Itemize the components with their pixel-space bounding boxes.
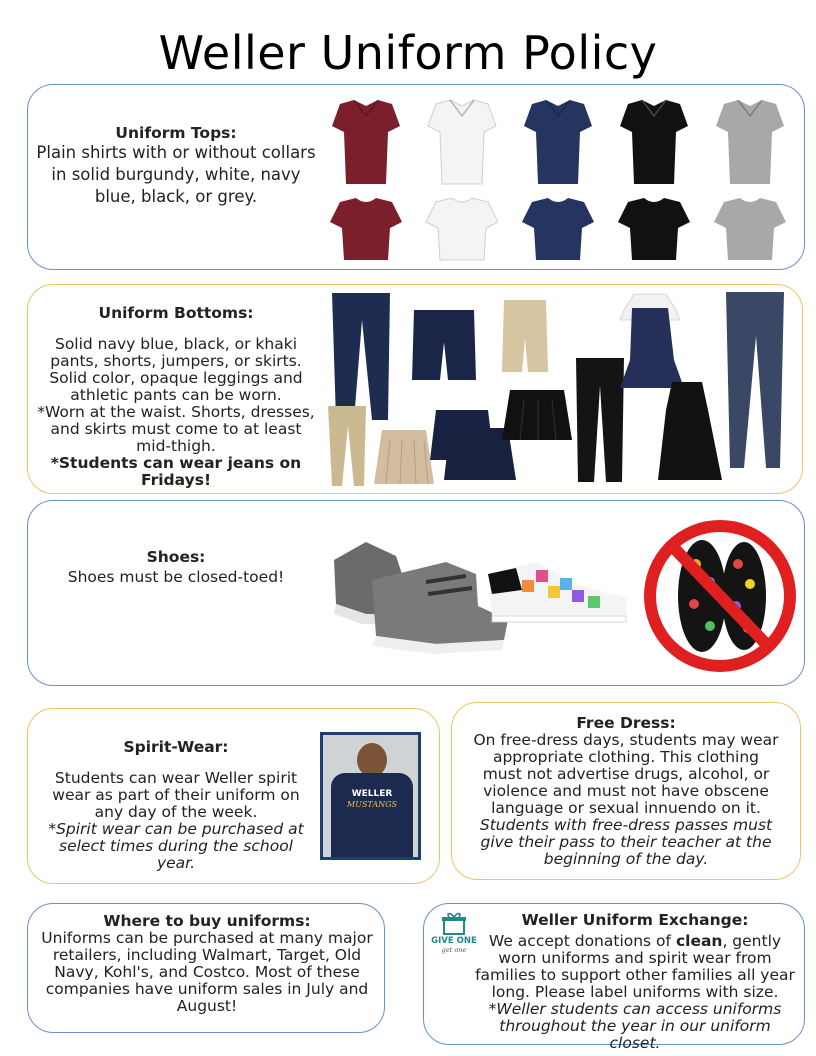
spirit-shirt-line1: WELLER (351, 789, 393, 799)
t-shirt-image (714, 198, 786, 260)
exchange-text (474, 912, 796, 1052)
bottoms-jeans-note: *Students can wear jeans on Fridays! (50, 454, 302, 489)
polo-shirt-image (332, 100, 400, 184)
where-body: Uniforms can be purchased at many major retailers, including Walmart, Target, Old Navy, Kohl's, and Costco. Most of these companies have uniform sales in July and August! (41, 929, 373, 1015)
give-one-logo (429, 912, 479, 962)
spirit-body: Students can wear Weller spirit wear as part of their uniform on any day of the week. (52, 769, 300, 821)
polo-shirt-image (716, 100, 784, 184)
exchange-note: *Weller students can access uniforms throughout the year in our uniform closet. (488, 1000, 782, 1052)
khaki-pants-image (328, 406, 366, 486)
navy-leggings-image (726, 292, 784, 468)
navy-shorts-image (412, 310, 476, 380)
t-shirt-image (426, 198, 498, 260)
polo-shirt-image (428, 100, 496, 184)
grey-sneakers-image (334, 542, 508, 654)
gift-icon (441, 912, 467, 936)
t-shirt-image (522, 198, 594, 260)
black-jumper-image (658, 382, 722, 480)
where-text (40, 913, 374, 1015)
shoes-heading: Shoes: (146, 548, 206, 566)
exchange-heading: Weller Uniform Exchange: (521, 911, 749, 929)
polo-shirt-image (524, 100, 592, 184)
tops-body: Plain shirts with or without collars in solid burgundy, white, navy blue, black, or grey. (36, 143, 316, 206)
free-dress-body: On free-dress days, students may wear appropriate clothing. This clothing must not advertise drugs, alcohol, or violence and must not have obscene language or sexual innuendo on it. (473, 731, 779, 817)
navy-pants-image (332, 293, 390, 420)
khaki-skirt-image (374, 430, 434, 484)
polo-shirt-image (620, 100, 688, 184)
checkered-slip-on-image (488, 562, 626, 622)
bottoms-note: *Worn at the waist. Shorts, dresses, and skirts must come to at least mid-thigh. (37, 403, 315, 455)
spirit-shirt-image (320, 732, 421, 860)
spirit-shirt-line2: MUSTANGS (347, 800, 397, 809)
black-skirt-image (502, 390, 572, 440)
spirit-note: *Spirit wear can be purchased at select times during the school year. (48, 820, 304, 872)
bottoms-images (324, 290, 794, 490)
free-dress-heading: Free Dress: (576, 714, 676, 732)
tops-images (316, 94, 796, 266)
bottoms-body: Solid navy blue, black, or khaki pants, shorts, jumpers, or skirts. Solid color, opaque leggings and athletic pants can be worn. (49, 335, 303, 404)
exchange-body-pre: We accept donations of (488, 932, 676, 950)
black-pants-image (576, 358, 624, 482)
exchange-body-post: , gently worn uniforms and spirit wear from families to support other families all year long. Please label uniforms with size. (475, 932, 795, 1001)
give-one-logo-line1: GIVE ONE (431, 936, 477, 946)
shoes-images (326, 520, 806, 680)
khaki-shorts-image (502, 300, 548, 372)
navy-jumper-image (620, 294, 684, 388)
give-one-logo-line2: get one (441, 946, 467, 954)
free-dress-text (472, 715, 780, 868)
where-heading: Where to buy uniforms: (103, 912, 311, 930)
spirit-text (38, 739, 314, 872)
bottoms-heading: Uniform Bottoms: (98, 304, 254, 322)
exchange-body-bold: clean (675, 932, 723, 950)
shoes-text (36, 549, 316, 586)
tops-heading: Uniform Tops: (115, 124, 237, 142)
page-title: Weller Uniform Policy (158, 26, 658, 80)
navy-skort-image (430, 410, 516, 480)
bottoms-text (36, 305, 316, 489)
tops-text (36, 125, 316, 208)
shoes-body: Shoes must be closed-toed! (67, 568, 285, 586)
t-shirt-image (618, 198, 690, 260)
t-shirt-image (330, 198, 402, 260)
free-dress-note: Students with free-dress passes must give their pass to their teacher at the beginning of the day. (479, 816, 773, 868)
no-flip-flops-image (650, 526, 790, 666)
spirit-heading: Spirit-Wear: (123, 738, 229, 756)
